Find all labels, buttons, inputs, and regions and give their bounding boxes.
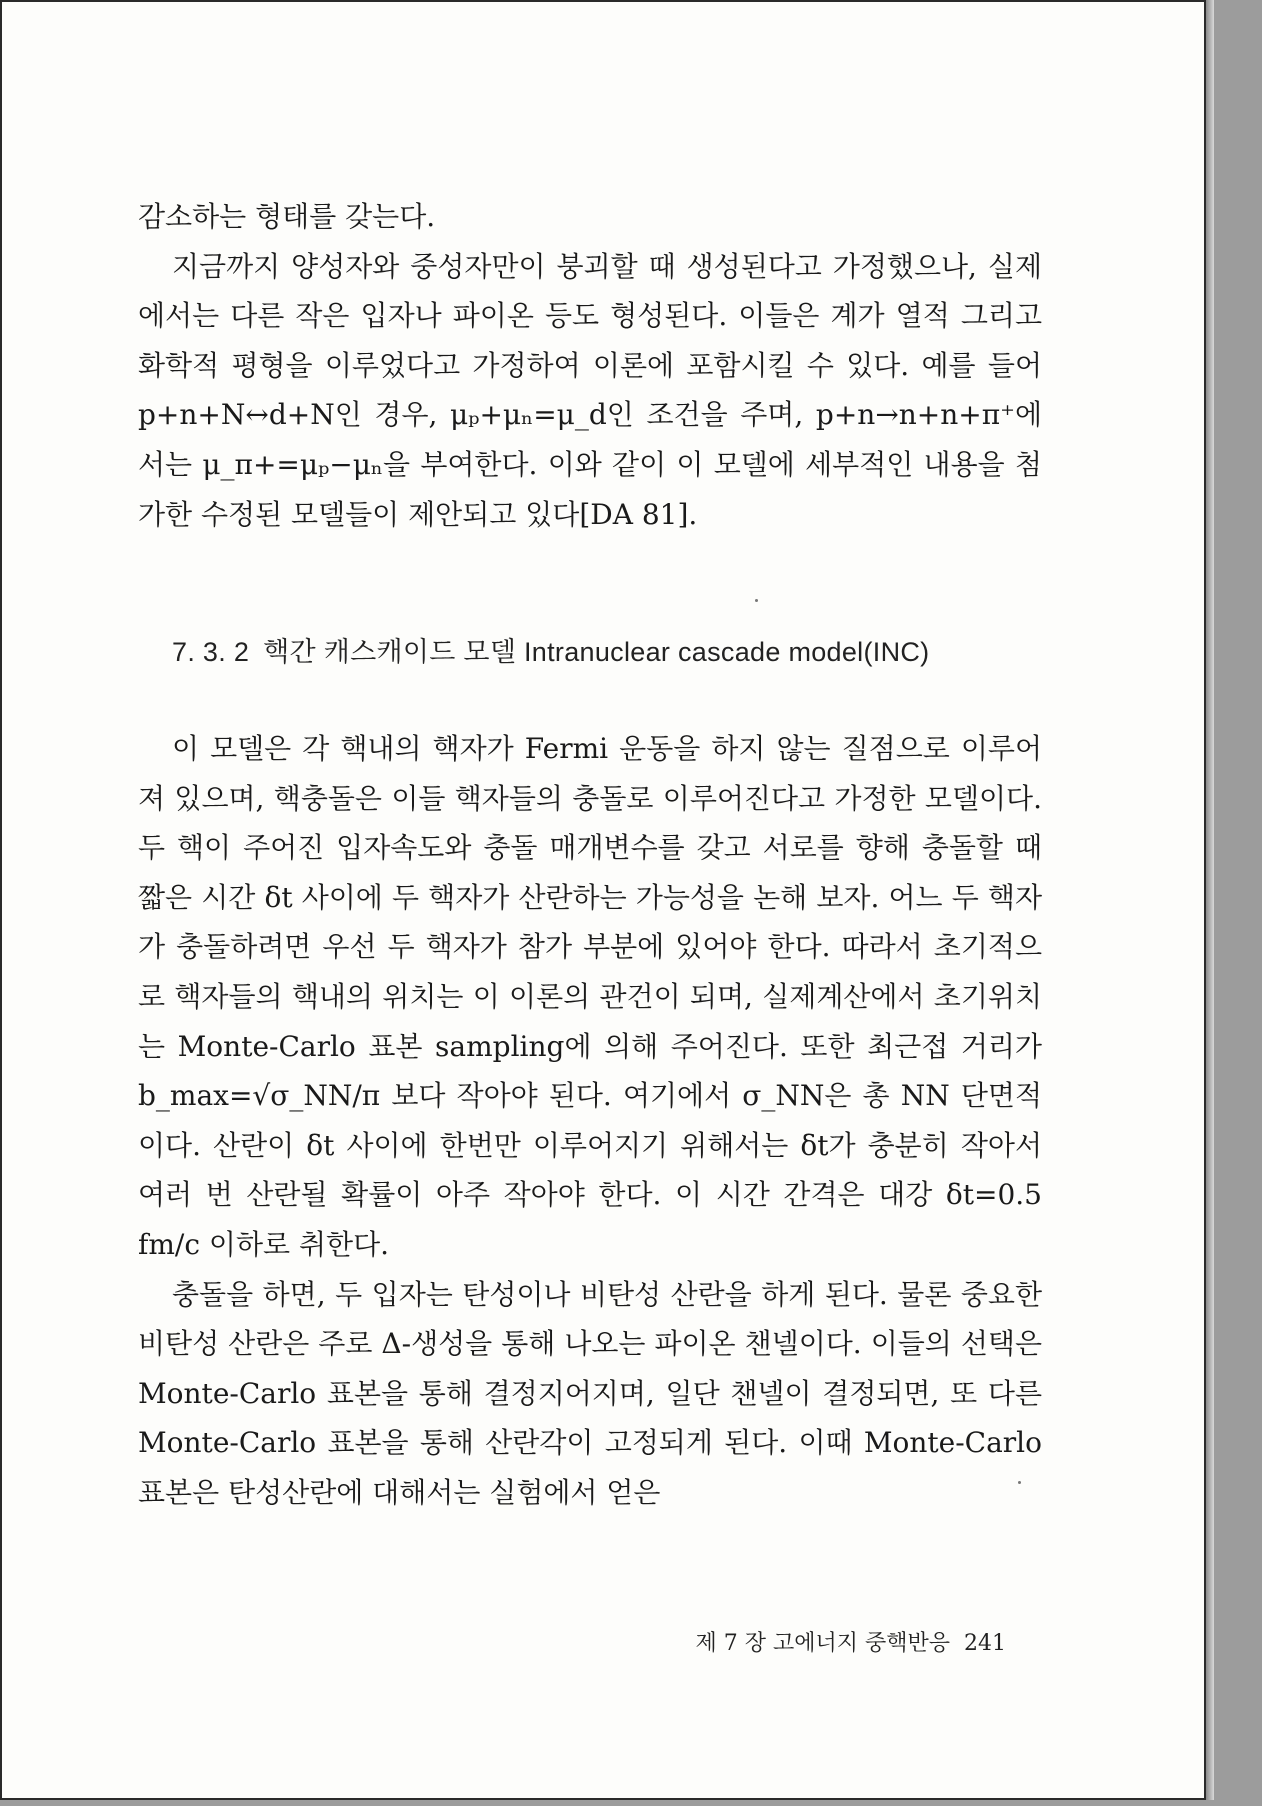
footer-chapter: 제 7 장 고에너지 중핵반응 — [695, 1631, 950, 1656]
paragraph-4: 충돌을 하면, 두 입자는 탄성이나 비탄성 산란을 하게 된다. 물론 중요한 비탄성 산란은 주로 Δ-생성을 통해 나오는 파이온 챈넬이다. 이들의 선택은 Monte-Carlo 표본을 통해 결정지어지며, 일단 챈넬이 결정되면, 또 다른 Monte-Carlo 표본을 통해 산란각이 고정되게 된다. 이때 Monte-Carlo 표본은 탄성산란에 대해서는 실험에서 얻은 — [138, 1277, 1042, 1509]
page-footer — [682, 1626, 1007, 1657]
page-edge-shadow — [1206, 0, 1214, 1800]
section-number: 7. 3. 2 — [172, 637, 250, 667]
paragraph-1: 감소하는 형태를 갖는다. — [138, 200, 436, 233]
section-title: 핵간 캐스캐이드 모델 Intranuclear cascade model(INC) — [263, 637, 930, 667]
page-number: 241 — [964, 1631, 1006, 1656]
text-block-top — [138, 192, 1042, 539]
scan-speck — [755, 599, 758, 602]
paragraph-3: 이 모델은 각 핵내의 핵자가 Fermi 운동을 하지 않는 질점으로 이루어져 있으며, 핵충돌은 이들 핵자들의 충돌로 이루어진다고 가정한 모델이다. 두 핵이 주어진 입자속도와 충돌 매개변수를 갖고 서로를 향해 충돌할 때 짧은 시간 δt 사이에 두 핵자가 산란하는 가능성을 논해 보자. 어느 두 핵자가 충돌하려면 우선 두 핵자가 참가 부분에 있어야 한다. 따라서 초기적으로 핵자들의 핵내의 위치는 이 이론의 관건이 되며, 실제계산에서 초기위치는 Monte-Carlo 표본 sampling에 의해 주어진다. 또한 최근접 거리가 b_max=√σ_NN/π 보다 작아야 된다. 여기에서 σ_NN은 총 NN 단면적이다. 산란이 δt 사이에 한번만 이루어지기 위해서는 δt가 충분히 작아서 여러 번 산란될 확률이 아주 작아야 한다. 이 시간 간격은 대강 δt=0.5 fm/c 이하로 취한다. — [138, 732, 1042, 1261]
section-heading — [172, 630, 943, 669]
paragraph-2: 지금까지 양성자와 중성자만이 붕괴할 때 생성된다고 가정했으나, 실제에서는 다른 작은 입자나 파이온 등도 형성된다. 이들은 계가 열적 그리고 화학적 평형을 이루었다고 가정하여 이론에 포함시킬 수 있다. 예를 들어 p+n+N↔d+N인 경우, μₚ+μₙ=μ_d인 조건을 주며, p+n→n+n+π⁺에서는 μ_π+=μₚ−μₙ을 부여한다. 이와 같이 이 모델에 세부적인 내용을 첨가한 수정된 모델들이 제안되고 있다[DA 81]. — [138, 249, 1042, 531]
text-block-bottom — [138, 724, 1042, 1518]
scan-speck — [1018, 1481, 1021, 1484]
